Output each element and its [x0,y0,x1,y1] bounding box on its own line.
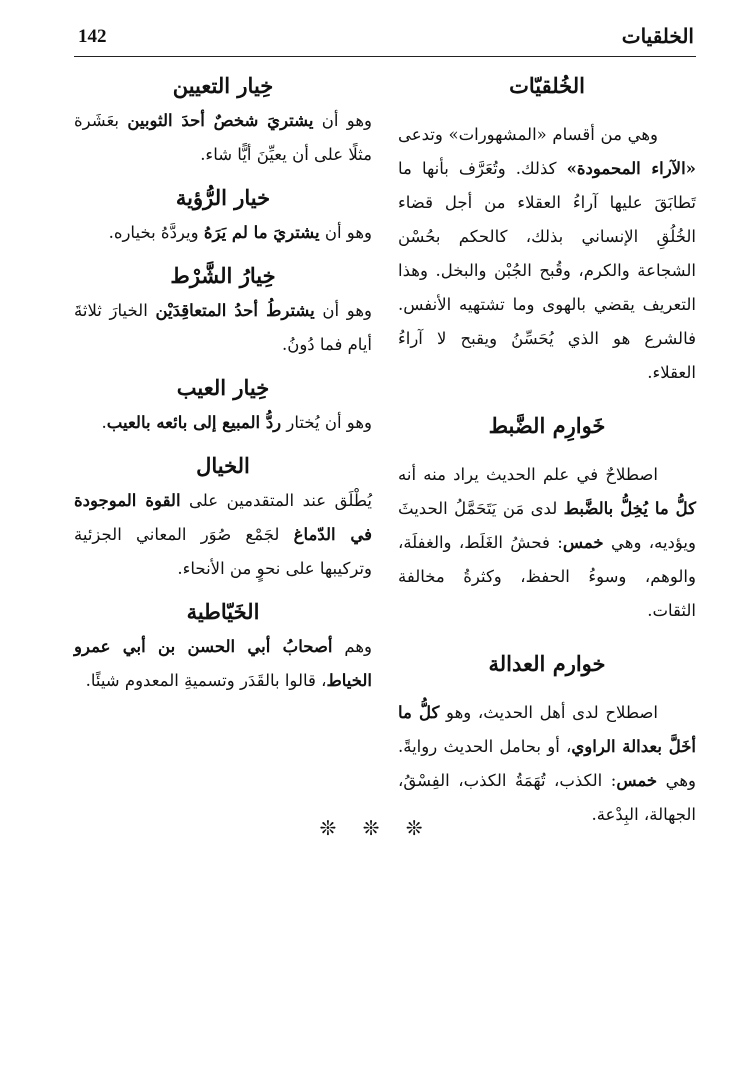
body-text: ويردَّهُ بخياره. [108,223,204,242]
entry-body [74,104,372,172]
body-text: وهو أن [319,223,372,242]
entry-body [398,118,696,390]
entry-title: خَوارِم الضَّبط [488,413,606,438]
bold-term: كلُّ ما يُخِلُّ بالضَّبط [563,499,696,518]
body-text: وهو أن يُختار [281,413,372,432]
entry [74,448,372,586]
entry [74,180,372,250]
bold-term: أصحابُ أبي الحسن بن أبي عمرو الخياط [74,637,372,690]
body-text: ، أو بحامل الحديث روايةً. وهي [398,737,696,790]
entry [398,408,696,628]
bold-term: يشتريَ شخصٌ أحدَ الثوبين [127,111,314,130]
body-text: . [101,413,107,432]
body-text: اصطلاح لدى أهل الحديث، وهو [439,703,658,722]
entry-title: خيار الرُّؤية [175,185,271,210]
entry [74,594,372,698]
bold-term: كلُّ ما أخَلَّ بعدالة الراوي [398,703,696,756]
entry-body [398,696,696,832]
entry-body [74,294,372,362]
body-text: الخيارَ ثلاثةَ أيام فما دُونُ. [74,301,372,354]
body-text: لجَمْع صُوَر المعاني الجزئية وتركيبها على نحوٍ من الأنحاء. [74,525,372,578]
body-text: كذلك. وتُعَرَّف بأنها ما تَطابَقَ عليها آراءُ العقلاء من أجل قضاء الخُلُقِ الإنساني بذلك، كالحكم بحُسْن الشجاعة والكرم، وقُبح الجُبْن والبخل. وهذا التعريف يقضي بالهوى وما تشتهيه الأنفس. فالشرع هو الذي يُحَسِّنُ ويقبح لا آراءُ العقلاء. [398,159,696,382]
entry [398,646,696,832]
entry-title: الخُلقيّات [509,73,585,98]
entry [398,68,696,390]
body-text: وهو أن [314,301,372,320]
bold-term: يشتريَ ما لم يَرَهُ [203,223,320,242]
entry-title: خِيارُ الشَّرْط [170,263,276,288]
body-text: يُطْلَق عند المتقدمين على [180,491,372,510]
entry-title: خِيار التعيين [172,73,274,98]
bold-term: يشترطُ أحدُ المتعاقِدَيْن [155,301,315,320]
body-text: اصطلاحٌ في علم الحديث يراد منه أنه [398,465,658,484]
entry [74,370,372,440]
entry-title: خوارم العدالة [488,651,606,676]
left-column [74,68,372,698]
entry-body [74,630,372,698]
body-text: ، قالوا بالقَدَر وتسميةِ المعدوم شيئًا. [85,671,327,690]
bold-term: خمس [562,533,604,552]
body-text: وهم [332,637,372,656]
section-ornament: ❊ ❊ ❊ [319,816,433,840]
entry-body [74,484,372,586]
page-header [74,22,696,57]
running-head: الخلقيات [621,24,694,48]
body-text: وهو أن [313,111,373,130]
body-text: بعَشَرة مثلًا على أن يعيِّنَ أيًّا شاء. [74,111,372,164]
entry [74,68,372,172]
entry-body [398,458,696,628]
body-text: وهي من أقسام «المشهورات» وتدعى [398,125,658,144]
entry-body [74,406,372,440]
entry-title: الخيال [196,453,250,478]
bold-term: ردُّ المبيع إلى بائعه بالعيب [106,413,282,432]
body-text: لدى مَن يَتَحَمَّلُ الحديثَ ويؤديه، وهي [398,499,696,552]
entry [74,258,372,362]
bold-term: «الآراء المحمودة» [566,159,696,178]
entry-title: الخَيّاطية [186,599,260,624]
right-column [398,68,696,832]
page-number: 142 [78,26,107,47]
body-text: : فحشُ الغَلَط، والغفلَة، والوهم، وسوءُ الحفظ، وكثرةُ مخالفة الثقات. [398,533,696,620]
bold-term: القوة الموجودة في الدّماغ [74,491,372,544]
body-text: : الكذب، تُهَمَةُ الكذب، الفِسْقُ، الجهالة، البِدْعة. [398,771,696,824]
bold-term: خمس [616,771,658,790]
entry-body [74,216,372,250]
entry-title: خِيار العيب [176,375,270,400]
